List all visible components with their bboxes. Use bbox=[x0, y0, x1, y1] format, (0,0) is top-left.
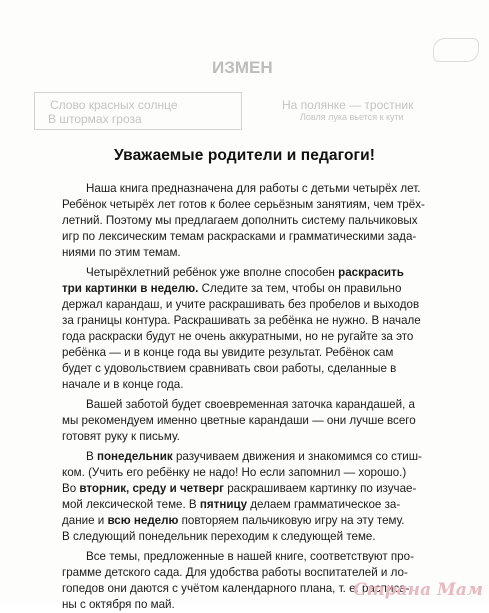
text-run: ниями по этим темам. bbox=[62, 246, 181, 259]
text-line bbox=[62, 213, 446, 229]
paragraph bbox=[62, 265, 446, 393]
bleed-through-heading: ИЗМЕН bbox=[212, 58, 273, 77]
text-run: делаем грамматическое за- bbox=[247, 498, 401, 511]
bleed-through-text: Ловля лука вьется к кути bbox=[300, 112, 404, 122]
text-line bbox=[62, 197, 446, 213]
text-run: грамме детского сада. Для удобства работы воспитателей и ло- bbox=[62, 566, 408, 579]
text-line bbox=[62, 465, 446, 481]
text-line bbox=[62, 481, 446, 497]
text-line bbox=[62, 549, 446, 565]
text-line bbox=[62, 361, 446, 377]
emphasized-text: раскрасить bbox=[338, 266, 404, 279]
emphasized-text: пятницу bbox=[199, 498, 248, 511]
emphasized-text: всю неделю bbox=[107, 514, 179, 527]
text-line bbox=[62, 413, 446, 429]
text-run: ком. (Учить его ребёнку не надо! Но если запомнил — хорошо.) bbox=[62, 466, 407, 479]
text-run: разучиваем движения и знакомимся со стиш- bbox=[172, 450, 422, 463]
text-line bbox=[62, 429, 446, 445]
text-line bbox=[62, 529, 446, 545]
bleed-through-text: На полянке — тростник bbox=[282, 98, 414, 112]
text-run: повторяем пальчиковую игру на эту тему. bbox=[178, 514, 405, 527]
text-run: Наша книга предназначена для работы с детьми четырёх лет. bbox=[86, 182, 421, 195]
text-run: гопедов они даются с учётом календарного плана, т. е. расписа- bbox=[62, 582, 410, 595]
text-line bbox=[62, 313, 446, 329]
text-line bbox=[62, 565, 446, 581]
paragraph bbox=[62, 397, 446, 445]
text-line bbox=[62, 181, 446, 197]
text-run: Во bbox=[62, 482, 80, 495]
text-run: В bbox=[86, 450, 97, 463]
text-line bbox=[62, 229, 446, 245]
text-run: Ребёнок четырёх лет готов к более серьёзным занятиям, чем трёх- bbox=[62, 198, 425, 211]
text-run: В следующий понедельник переходим к следующей теме. bbox=[62, 530, 376, 543]
text-line bbox=[62, 281, 446, 297]
text-run: Вашей заботой будет своевременная заточка карандашей, а bbox=[86, 398, 415, 411]
text-run: ребёнка — и в конце года вы увидите результат. Ребёнок сам bbox=[62, 346, 394, 359]
bleed-through-frame bbox=[34, 92, 242, 130]
text-line bbox=[62, 497, 446, 513]
bleed-through-text: В штормах гроза bbox=[48, 112, 142, 126]
text-run: раскрашиваем картинку по изучае- bbox=[223, 482, 417, 495]
emphasized-text: понедельник bbox=[96, 450, 173, 463]
text-line bbox=[62, 345, 446, 361]
text-line bbox=[62, 513, 446, 529]
text-run: начале и в конце года. bbox=[62, 378, 184, 391]
text-run: будет с удовольствием сравнивать свои работы, сделанные в bbox=[62, 362, 397, 375]
text-line bbox=[62, 449, 446, 465]
text-run: года раскраски будут не очень аккуратными, но не ругайте за это bbox=[62, 330, 414, 343]
text-line bbox=[62, 397, 446, 413]
text-run: за границы контура. Раскрашивать за ребёнка не нужно. В начале bbox=[62, 314, 421, 327]
emphasized-text: три картинки в неделю. bbox=[62, 282, 199, 295]
text-run: дание и bbox=[62, 514, 108, 527]
bleed-through-text: Слово красных солнце bbox=[50, 98, 178, 112]
emphasized-text: вторник, среду и четверг bbox=[79, 482, 224, 495]
site-watermark: Страна Мам bbox=[353, 580, 483, 600]
paragraph bbox=[62, 181, 446, 261]
text-run: Следите за тем, чтобы он правильно bbox=[198, 282, 402, 295]
paragraph bbox=[62, 449, 446, 545]
body-text bbox=[62, 181, 446, 613]
text-line bbox=[62, 297, 446, 313]
text-run: мой лексической теме. В bbox=[62, 498, 200, 511]
text-run: держал карандаш, и учите раскрашивать без пробелов и выходов bbox=[62, 298, 420, 311]
text-line bbox=[62, 245, 446, 261]
text-run: Все темы, предложенные в нашей книге, соответствуют про- bbox=[86, 550, 414, 563]
text-line bbox=[62, 377, 446, 393]
bleed-through-logo bbox=[433, 38, 479, 62]
text-run: игр по лексическим темам раскрасками и грамматическими зада- bbox=[62, 230, 417, 243]
text-run: ны с октября по май. bbox=[62, 598, 175, 611]
text-run: летний. Поэтому мы предлагаем дополнить систему пальчиковых bbox=[62, 214, 418, 227]
text-run: готовят руку к письму. bbox=[62, 430, 180, 443]
text-line bbox=[62, 329, 446, 345]
text-line bbox=[62, 265, 446, 281]
text-run: мы рекомендуем именно цветные карандаши — они лучше всего bbox=[62, 414, 416, 427]
page-title: Уважаемые родители и педагоги! bbox=[114, 147, 375, 165]
text-run: Четырёхлетний ребёнок уже вполне способен bbox=[86, 266, 339, 279]
